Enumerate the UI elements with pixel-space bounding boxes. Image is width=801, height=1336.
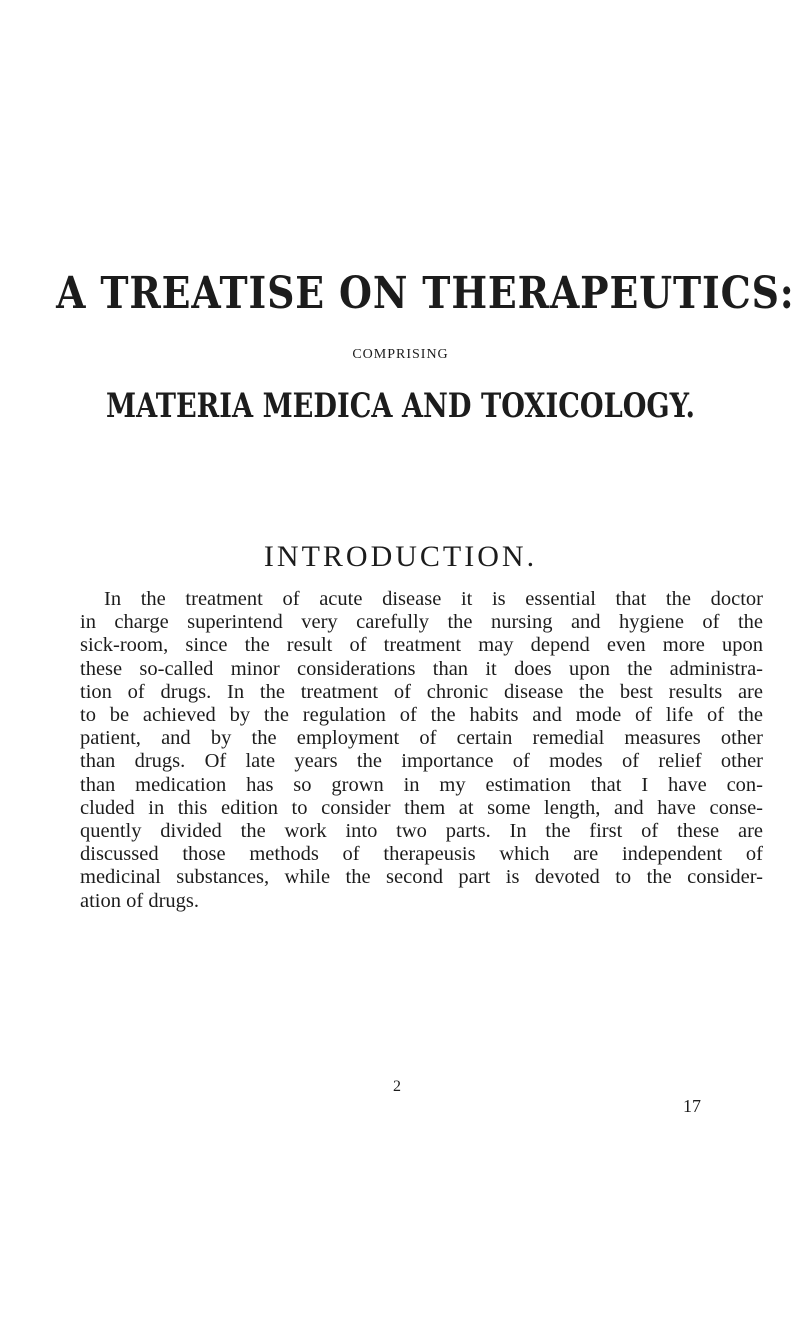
text-line: patient, and by the employment of certain remedial measures other — [80, 727, 763, 750]
signature-mark: 2 — [393, 1078, 401, 1095]
text-line: In the treatment of acute disease it is essential that the doctor — [104, 588, 763, 610]
page-number: 17 — [683, 1096, 701, 1116]
section-heading: INTRODUCTION. — [263, 540, 538, 573]
text-line: than drugs. Of late years the importance of modes of relief other — [80, 750, 763, 773]
book-title: A TREATISE ON THERAPEUTICS: — [56, 268, 795, 319]
text-line: than medication has so grown in my estimation that I have con- — [80, 773, 763, 796]
text-line: these so-called minor considerations than it does upon the administra- — [80, 657, 763, 680]
text-line: in charge superintend very carefully the nursing and hygiene of the — [80, 611, 763, 634]
text-line: ation of drugs. — [80, 889, 199, 912]
text-line: discussed those methods of therapeusis which are independent of — [80, 843, 763, 866]
text-line: sick-room, since the result of treatment may depend even more upon — [80, 634, 763, 657]
comprising-label: COMPRISING — [352, 347, 449, 362]
body-paragraph — [80, 588, 763, 913]
book-subtitle: MATERIA MEDICA AND TOXICOLOGY. — [105, 386, 696, 426]
text-line: to be achieved by the regulation of the habits and mode of life of the — [80, 704, 763, 727]
text-line: cluded in this edition to consider them at some length, and have conse- — [80, 796, 763, 819]
text-line: quently divided the work into two parts. In the first of these are — [80, 820, 763, 843]
text-line: medicinal substances, while the second part is devoted to the consider- — [80, 866, 763, 889]
text-line: tion of drugs. In the treatment of chronic disease the best results are — [80, 680, 763, 703]
